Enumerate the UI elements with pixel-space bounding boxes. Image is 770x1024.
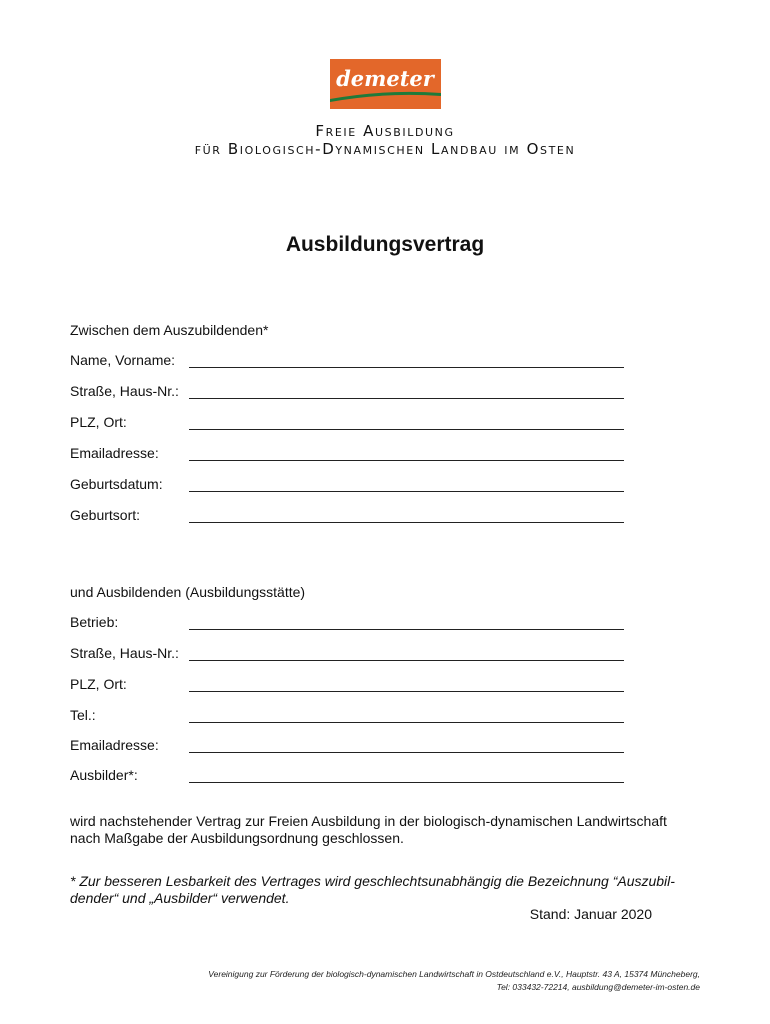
field-company-email[interactable] bbox=[70, 737, 630, 757]
field-label: Betrieb: bbox=[70, 614, 119, 630]
paragraph-line: nach Maßgabe der Ausbildungsordnung geschlossen. bbox=[70, 830, 404, 846]
field-trainer[interactable] bbox=[70, 767, 630, 787]
field-name[interactable] bbox=[70, 352, 630, 372]
fill-line[interactable] bbox=[189, 398, 624, 399]
fill-line[interactable] bbox=[189, 782, 624, 783]
footnote-line: dender“ und „Ausbilder“ verwendet. bbox=[70, 890, 290, 906]
section-heading-trainer: und Ausbildenden (Ausbildungsstätte) bbox=[70, 584, 306, 600]
field-label: Name, Vorname: bbox=[70, 352, 176, 368]
fill-line[interactable] bbox=[189, 460, 624, 461]
field-label: PLZ, Ort: bbox=[70, 676, 127, 692]
fill-line[interactable] bbox=[189, 691, 624, 692]
field-label: Straße, Haus-Nr.: bbox=[70, 383, 179, 399]
svg-text:demeter: demeter bbox=[336, 66, 434, 91]
field-label: PLZ, Ort: bbox=[70, 414, 127, 430]
section-heading-trainee: Zwischen dem Auszubildenden* bbox=[70, 322, 269, 338]
footnote-line: * Zur besseren Lesbarkeit des Vertrages wird geschlechtsunabhängig die Bezeichnung “Auszubil- bbox=[70, 873, 675, 889]
field-email[interactable] bbox=[70, 445, 630, 465]
footer-line2: Tel: 033432-72214, ausbildung@demeter-im-osten.de bbox=[496, 982, 700, 992]
field-zip-city[interactable] bbox=[70, 414, 630, 434]
field-birthplace[interactable] bbox=[70, 507, 630, 527]
fill-line[interactable] bbox=[189, 522, 624, 523]
field-label: Emailadresse: bbox=[70, 445, 159, 461]
field-label: Geburtsort: bbox=[70, 507, 141, 523]
fill-line[interactable] bbox=[189, 429, 624, 430]
paragraph-line: wird nachstehender Vertrag zur Freien Ausbildung in der biologisch-dynamischen Landwirtschaft bbox=[70, 813, 667, 829]
field-company[interactable] bbox=[70, 614, 630, 634]
document-date: Stand: Januar 2020 bbox=[529, 906, 652, 922]
fill-line[interactable] bbox=[189, 722, 624, 723]
fill-line[interactable] bbox=[189, 629, 624, 630]
field-label: Geburtsdatum: bbox=[70, 476, 163, 492]
org-name-line1: Freie Ausbildung bbox=[315, 122, 455, 140]
org-name-line2: für Biologisch-Dynamischen Landbau im Osten bbox=[194, 140, 576, 158]
contract-paragraph bbox=[70, 813, 710, 847]
footer-line1: Vereinigung zur Förderung der biologisch-dynamischen Landwirtschaft in Ostdeutschland e.V., Hauptstr. 43 A, 15374 Müncheberg, bbox=[208, 969, 700, 979]
field-company-street[interactable] bbox=[70, 645, 630, 665]
fill-line[interactable] bbox=[189, 752, 624, 753]
field-label: Ausbilder*: bbox=[70, 767, 138, 783]
fill-line[interactable] bbox=[189, 660, 624, 661]
document-title: Ausbildungsvertrag bbox=[285, 233, 485, 256]
field-label: Straße, Haus-Nr.: bbox=[70, 645, 179, 661]
field-phone[interactable] bbox=[70, 707, 630, 727]
field-label: Tel.: bbox=[70, 707, 96, 723]
footnote bbox=[70, 873, 710, 907]
field-birthdate[interactable] bbox=[70, 476, 630, 496]
fill-line[interactable] bbox=[189, 491, 624, 492]
field-street[interactable] bbox=[70, 383, 630, 403]
field-company-zip-city[interactable] bbox=[70, 676, 630, 696]
demeter-logo bbox=[330, 59, 441, 109]
fill-line[interactable] bbox=[189, 367, 624, 368]
field-label: Emailadresse: bbox=[70, 737, 159, 753]
